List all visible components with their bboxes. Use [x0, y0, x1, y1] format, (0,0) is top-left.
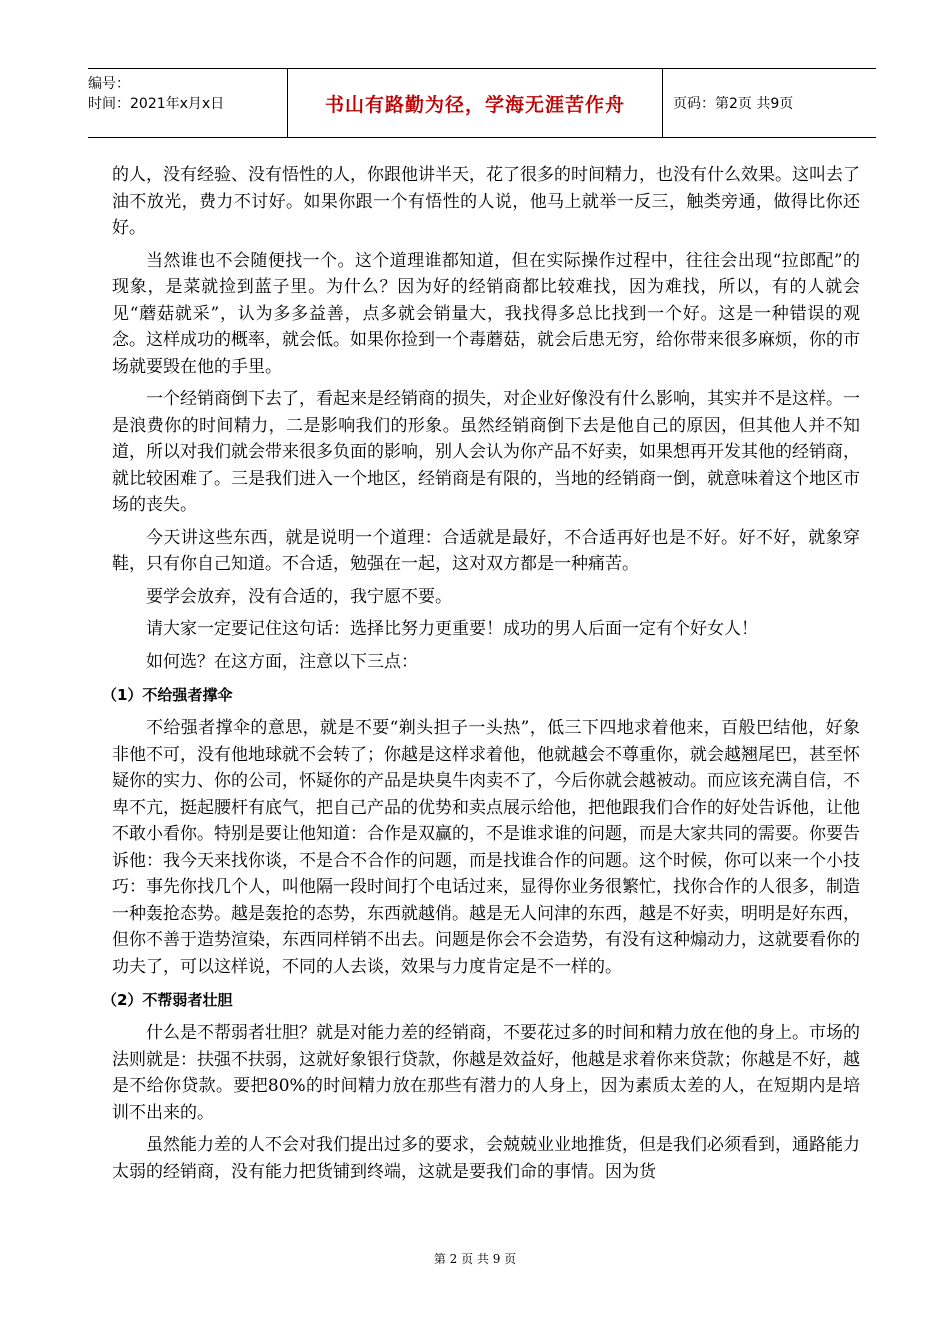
section-heading: （2）不帮弱者壮胆 — [102, 991, 233, 1009]
header-meta — [88, 69, 287, 137]
time-label: 时间：2021年x月x日 — [88, 96, 225, 112]
page-footer — [0, 1250, 950, 1267]
document-header — [88, 68, 876, 138]
paragraph: 请大家一定要记住这句话：选择比努力更重要！成功的男人后面一定有个好女人！ — [146, 619, 758, 639]
paragraph: 的人，没有经验、没有悟性的人，你跟他讲半天，花了很多的时间精力，也没有什么效果。这叫去了油不放光，费力不讨好。如果你跟一个有悟性的人说，他马上就举一反三，触类旁通，做得比你还好。 — [112, 165, 860, 238]
paragraph: 虽然能力差的人不会对我们提出过多的要求，会兢兢业业地推货，但是我们必须看到，通路能力太弱的经销商，没有能力把货铺到终端，这就是要我们命的事情。因为货 — [112, 1135, 860, 1182]
section-heading: （1）不给强者撑伞 — [102, 686, 233, 704]
paragraph: 什么是不帮弱者壮胆？就是对能力差的经销商，不要花过多的时间和精力放在他的身上。市场的法则就是：扶强不扶弱，这就好象银行贷款，你越是效益好，他越是求着你来贷款；你越是不好，越是不给你贷款。要把80%的时间精力放在那些有潜力的人身上，因为素质太差的人，在短期内是培训不出来的。 — [112, 1023, 860, 1123]
paragraph: 一个经销商倒下去了，看起来是经销商的损失，对企业好像没有什么影响，其实并不是这样。一是浪费你的时间精力，二是影响我们的形象。虽然经销商倒下去是他自己的原因，但其他人并不知道，所以对我们就会带来很多负面的影响，别人会认为你产品不好卖，如果想再开发其他的经销商，就比较困难了。三是我们进入一个地区，经销商是有限的，当地的经销商一倒，就意味着这个地区市场的丧失。 — [112, 389, 860, 515]
paragraph: 不给强者撑伞的意思，就是不要“剃头担子一头热”，低三下四地求着他来，百般巴结他，好象非他不可，没有他地球就不会转了；你越是这样求着他，他就越会不尊重你，就会越翘尾巴，甚至怀疑你的实力、你的公司，怀疑你的产品是块臭牛肉卖不了，今后你就会越被动。而应该充满自信，不卑不亢，挺起腰杆有底气，把自己产品的优势和卖点展示给他，把他跟我们合作的好处告诉他，让他不敢小看你。特别是要让他知道：合作是双赢的，不是谁求谁的问题，而是大家共同的需要。你要告诉他：我今天来找你谈，不是合不合作的问题，而是找谁合作的问题。这个时候，你可以来一个小技巧：事先你找几个人，叫他隔一段时间打个电话过来，显得你业务很繁忙，找你合作的人很多，制造一种轰抢态势。越是轰抢的态势，东西就越俏。越是无人问津的东西，越是不好卖，明明是好东西，但你不善于造势渲染，东西同样销不出去。问题是你会不会造势，有没有这种煽动力，这就要看你的功夫了，可以这样说，不同的人去谈，效果与力度肯定是不一样的。 — [112, 718, 860, 977]
paragraph: 当然谁也不会随便找一个。这个道理谁都知道，但在实际操作过程中，往往会出现“拉郎配”的现象，是菜就捡到蓝子里。为什么？因为好的经销商都比较难找，因为难找，所以，有的人就会见“蘑菇就采”，认为多多益善，点多就会销量大，我找得多总比找到一个好。这是一种错误的观念。这样成功的概率，就会低。如果你捡到一个毒蘑菇，就会后患无穷，给你带来很多麻烦，你的市场就要毁在他的手里。 — [112, 250, 860, 377]
page-info-text: 页码：第2页 共9页 — [673, 96, 794, 112]
header-motto-cell — [287, 69, 663, 137]
motto-text: 书山有路勤为径，学海无涯苦作舟 — [324, 93, 625, 116]
number-label: 编号： — [88, 76, 130, 92]
paragraph: 如何选？在这方面，注意以下三点： — [146, 651, 418, 672]
paragraph: 今天讲这些东西，就是说明一个道理：合适就是最好，不合适再好也是不好。好不好，就象穿鞋，只有你自己知道。不合适，勉强在一起，这对双方都是一种痛苦。 — [112, 527, 860, 574]
document-body — [102, 162, 860, 1191]
paragraph: 要学会放弃，没有合适的，我宁愿不要。 — [146, 586, 452, 607]
footer-page-number: 第 2 页 共 9 页 — [433, 1252, 517, 1266]
header-page-info — [663, 69, 876, 137]
